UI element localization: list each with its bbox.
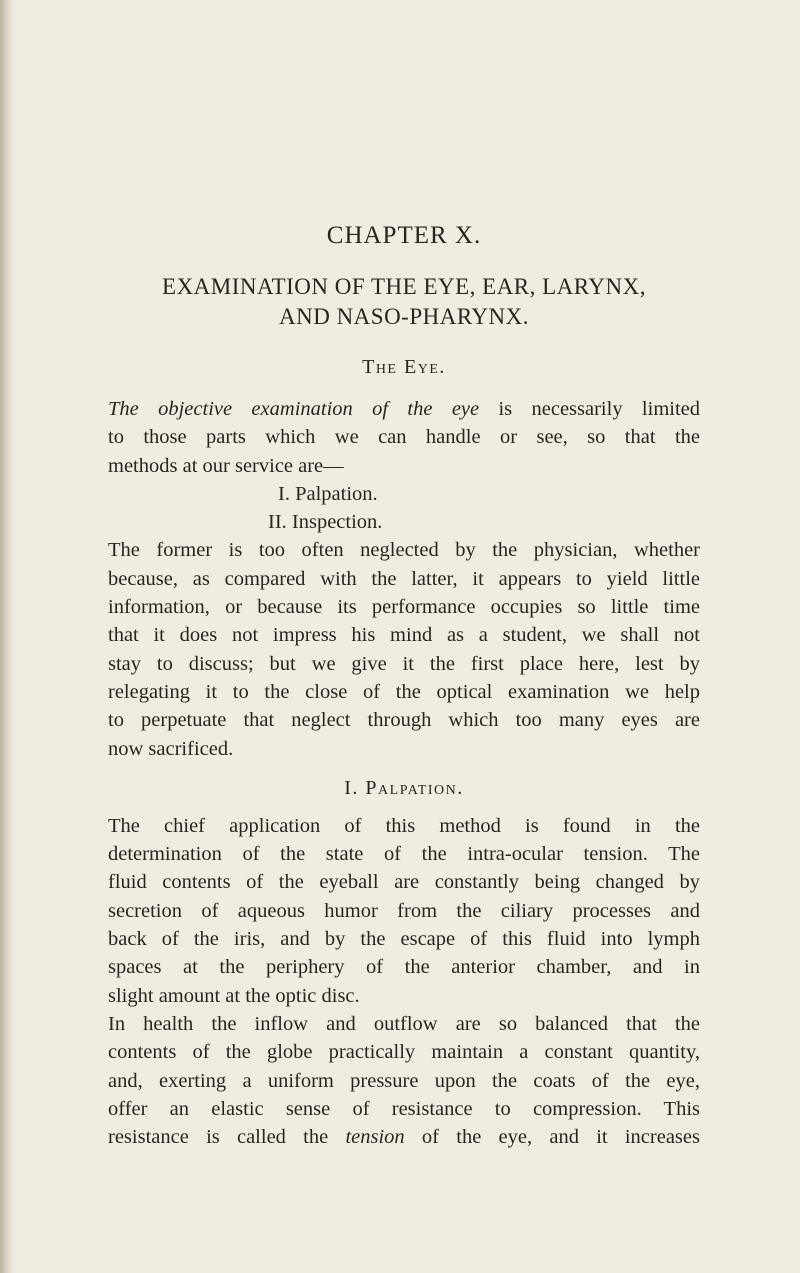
intro-emphasis: The objective examination of the eye — [108, 398, 480, 420]
chapter-title-line-2: AND NASO-PHARYNX. — [278, 304, 530, 329]
page-spine-shadow — [0, 0, 14, 1273]
para3-line: determination of the state of the intra-ocular tension. The — [108, 843, 700, 866]
page-content — [108, 222, 700, 1151]
method-item-inspection: II. Inspection. — [268, 511, 383, 534]
tension-emphasis: tension — [345, 1126, 405, 1149]
section-heading: The Eye. — [362, 356, 446, 378]
para4-line: In health the inflow and outflow are so balanced that the — [108, 1012, 700, 1035]
para3-line: back of the iris, and by the escape of this fluid into lymph — [108, 928, 700, 951]
para3-line: spaces at the periphery of the anterior chamber, and in — [108, 956, 700, 979]
para2-line: information, or because its performance occupies so little time — [108, 596, 700, 619]
paragraph-3 — [108, 812, 700, 1010]
intro-line-3: methods at our service are— — [108, 454, 344, 477]
para2-line: stay to discuss; but we give it the first place here, lest by — [108, 652, 700, 675]
paragraph-2 — [108, 536, 700, 762]
chapter-title — [108, 272, 700, 332]
para4-line: contents of the globe practically maintain a constant quantity, — [108, 1041, 700, 1064]
subsection-heading-palpation: I. Palpation. — [344, 776, 464, 799]
intro-line-1 — [108, 395, 700, 423]
para2-line: because, as compared with the latter, it appears to yield little — [108, 567, 700, 590]
intro-line-2: to those parts which we can handle or see, so that the — [108, 426, 700, 449]
para4-last-after: of the eye, and it increases — [404, 1126, 700, 1149]
method-item-palpation: I. Palpation. — [278, 482, 378, 505]
para4-line-last — [108, 1123, 700, 1151]
paragraph-4 — [108, 1010, 700, 1151]
para2-line: relegating it to the close of the optical examination we help — [108, 680, 700, 703]
chapter-number: CHAPTER X. — [326, 222, 482, 249]
para2-line: The former is too often neglected by the physician, whether — [108, 539, 700, 562]
para2-line: that it does not impress his mind as a student, we shall not — [108, 624, 700, 647]
intro-line-1-rest: is necessarily limited — [479, 398, 700, 420]
chapter-title-line-1: EXAMINATION OF THE EYE, EAR, LARYNX, — [162, 274, 646, 299]
para3-line: secretion of aqueous humor from the ciliary processes and — [108, 899, 700, 922]
para2-line: now sacrificed. — [108, 737, 234, 760]
para4-last-before: resistance is called the — [108, 1126, 346, 1149]
para3-line: fluid contents of the eyeball are constantly being changed by — [108, 871, 700, 894]
para4-line: offer an elastic sense of resistance to compression. This — [108, 1097, 700, 1120]
intro-paragraph — [108, 395, 700, 480]
para2-line: to perpetuate that neglect through which too many eyes are — [108, 709, 700, 732]
para3-line: The chief application of this method is found in the — [108, 814, 700, 837]
para4-line: and, exerting a uniform pressure upon the coats of the eye, — [108, 1069, 700, 1092]
para3-line: slight amount at the optic disc. — [108, 984, 360, 1007]
